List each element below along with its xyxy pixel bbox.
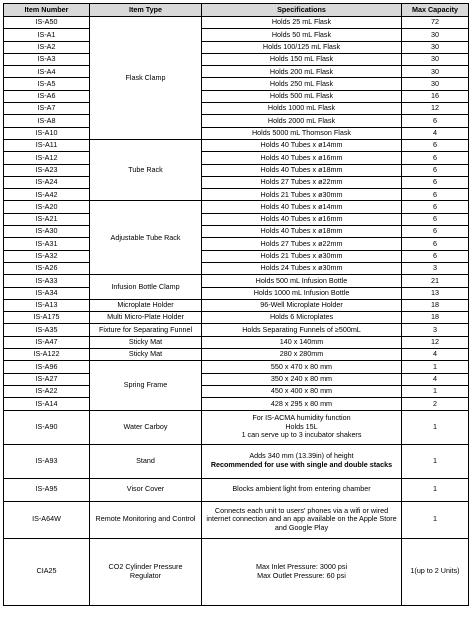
spec-line: 450 x 400 x 80 mm	[270, 386, 333, 396]
spec-line: 280 x 280mm	[279, 349, 324, 359]
item-number-cell: IS-A95	[4, 478, 90, 501]
table-row	[4, 226, 469, 238]
max-capacity-cell: 6	[402, 226, 469, 238]
specifications-cell	[202, 238, 402, 250]
max-capacity-cell: 1	[402, 478, 469, 501]
spec-line: Holds 27 Tubes x ø22mm	[260, 177, 343, 187]
table-row	[4, 238, 469, 250]
table-row	[4, 444, 469, 478]
max-capacity-cell: 12	[402, 336, 469, 348]
item-number-cell: IS-A175	[4, 312, 90, 324]
table-row	[4, 385, 469, 397]
spec-line: Holds 40 Tubes x ø16mm	[260, 214, 343, 224]
spec-line: 1 can serve up to 3 incubator shakers	[241, 430, 362, 440]
spec-line: 140 x 140mm	[279, 337, 324, 347]
item-number-cell: IS-A12	[4, 152, 90, 164]
table-row	[4, 189, 469, 201]
item-type-cell: Remote Monitoring and Control	[90, 501, 202, 538]
table-row	[4, 103, 469, 115]
spec-line: Holds 50 mL Flask	[271, 29, 332, 39]
item-number-cell: IS-A7	[4, 103, 90, 115]
specifications-cell	[202, 201, 402, 213]
table-row	[4, 336, 469, 348]
max-capacity-cell: 30	[402, 29, 469, 41]
specifications-cell	[202, 336, 402, 348]
max-capacity-cell: 6	[402, 139, 469, 151]
max-capacity-cell: 18	[402, 312, 469, 324]
item-number-cell: IS-A33	[4, 275, 90, 287]
specifications-cell	[202, 78, 402, 90]
item-number-cell: IS-A93	[4, 444, 90, 478]
specifications-cell	[202, 361, 402, 373]
item-type-cell: Infusion Bottle Clamp	[90, 275, 202, 300]
spec-line: Holds 15L	[285, 421, 318, 431]
max-capacity-cell: 6	[402, 250, 469, 262]
header-max-capacity: Max Capacity	[402, 4, 469, 17]
item-number-cell: IS-A10	[4, 127, 90, 139]
table-row	[4, 139, 469, 151]
spec-line: Holds 21 Tubes x ø30mm	[260, 189, 343, 199]
specifications-cell	[202, 312, 402, 324]
specifications-cell	[202, 385, 402, 397]
item-type-cell: Water Carboy	[90, 410, 202, 444]
max-capacity-cell: 6	[402, 115, 469, 127]
max-capacity-cell: 1	[402, 444, 469, 478]
spec-line: Holds 40 Tubes x ø18mm	[260, 164, 343, 174]
specifications-cell	[202, 213, 402, 225]
specifications-cell	[202, 324, 402, 336]
specifications-cell	[202, 115, 402, 127]
specifications-cell	[202, 53, 402, 65]
table-row	[4, 201, 469, 213]
max-capacity-cell: 6	[402, 176, 469, 188]
item-type-cell: Sticky Mat	[90, 349, 202, 361]
max-capacity-cell: 6	[402, 164, 469, 176]
item-number-cell: IS-A35	[4, 324, 90, 336]
spec-line: Max Inlet Pressure: 3000 psi	[255, 561, 348, 571]
specifications-cell	[202, 501, 402, 538]
item-type-cell: Tube Rack	[90, 139, 202, 200]
table-row	[4, 29, 469, 41]
max-capacity-cell: 6	[402, 238, 469, 250]
item-number-cell: IS-A26	[4, 262, 90, 274]
header-item-type: Item Type	[90, 4, 202, 17]
max-capacity-cell: 21	[402, 275, 469, 287]
specifications-cell	[202, 538, 402, 605]
table-row	[4, 176, 469, 188]
spec-line: Adds 340 mm (13.39in) of height	[249, 451, 354, 461]
spec-line: Holds 200 mL Flask	[269, 66, 334, 76]
table-row	[4, 41, 469, 53]
table-row	[4, 152, 469, 164]
spec-line: Holds 500 mL Flask	[269, 91, 334, 101]
header-item-number: Item Number	[4, 4, 90, 17]
item-number-cell: IS-A23	[4, 164, 90, 176]
table-row	[4, 17, 469, 29]
item-number-cell: IS-A11	[4, 139, 90, 151]
spec-line: For IS-ACMA humidity function	[252, 413, 351, 423]
table-row	[4, 410, 469, 444]
spec-line: Holds 1000 mL Infusion Bottle	[253, 287, 350, 297]
spec-line: Connects each unit to users' phones via a wifi or wired	[214, 505, 389, 515]
item-number-cell: IS-A24	[4, 176, 90, 188]
spec-line: Holds 40 Tubes x ø16mm	[260, 152, 343, 162]
spec-line: Holds 250 mL Flask	[269, 78, 334, 88]
spec-line: Holds 6 Microplates	[269, 312, 334, 322]
max-capacity-cell: 4	[402, 127, 469, 139]
specifications-cell	[202, 103, 402, 115]
specifications-cell	[202, 444, 402, 478]
spec-line: Holds 27 Tubes x ø22mm	[260, 238, 343, 248]
spec-line: Recommended for use with single and double stacks	[210, 460, 393, 469]
spec-line: Max Outlet Pressure: 60 psi	[257, 570, 346, 580]
spec-line: Holds 40 Tubes x ø14mm	[260, 201, 343, 211]
table-body	[4, 17, 469, 606]
table-row	[4, 164, 469, 176]
max-capacity-cell: 30	[402, 78, 469, 90]
max-capacity-cell: 18	[402, 299, 469, 311]
table-row	[4, 538, 469, 605]
capacity-table	[3, 3, 469, 606]
spec-line: Holds 150 mL Flask	[269, 54, 334, 64]
item-number-cell: CIA25	[4, 538, 90, 605]
table-row	[4, 78, 469, 90]
item-number-cell: IS-A6	[4, 90, 90, 102]
max-capacity-cell: 3	[402, 262, 469, 274]
item-number-cell: IS-A90	[4, 410, 90, 444]
table-row	[4, 478, 469, 501]
table-row	[4, 501, 469, 538]
item-number-cell: IS-A14	[4, 398, 90, 410]
spec-line: Holds 21 Tubes x ø30mm	[260, 250, 343, 260]
max-capacity-cell: 30	[402, 66, 469, 78]
table-row	[4, 287, 469, 299]
spec-line: 428 x 295 x 80 mm	[270, 398, 333, 408]
item-number-cell: IS-A13	[4, 299, 90, 311]
spec-line: Holds 500 mL Infusion Bottle	[255, 275, 348, 285]
max-capacity-cell: 30	[402, 41, 469, 53]
specifications-cell	[202, 226, 402, 238]
specifications-cell	[202, 152, 402, 164]
item-number-cell: IS-A47	[4, 336, 90, 348]
specifications-cell	[202, 127, 402, 139]
table-row	[4, 349, 469, 361]
specifications-cell	[202, 410, 402, 444]
item-number-cell: IS-A32	[4, 250, 90, 262]
spec-line: Holds 40 Tubes x ø18mm	[260, 226, 343, 236]
item-number-cell: IS-A20	[4, 201, 90, 213]
spec-line: 96-Well Microplate Holder	[260, 300, 343, 310]
spec-line: Holds 2000 mL Flask	[267, 115, 336, 125]
spec-line: Holds 25 mL Flask	[271, 17, 332, 27]
item-number-cell: IS-A122	[4, 349, 90, 361]
item-number-cell: IS-A27	[4, 373, 90, 385]
spec-line: Holds 5000 mL Thomson Flask	[251, 128, 352, 138]
specifications-cell	[202, 176, 402, 188]
table-row	[4, 275, 469, 287]
item-type-cell: Adjustable Tube Rack	[90, 201, 202, 275]
max-capacity-cell: 6	[402, 213, 469, 225]
item-number-cell: IS-A96	[4, 361, 90, 373]
spec-line: and Google Play	[274, 522, 329, 532]
item-type-cell: Flask Clamp	[90, 17, 202, 140]
max-capacity-cell: 6	[402, 189, 469, 201]
item-number-cell: IS-A22	[4, 385, 90, 397]
table-row	[4, 262, 469, 274]
specifications-cell	[202, 275, 402, 287]
item-number-cell: IS-A30	[4, 226, 90, 238]
max-capacity-cell: 1(up to 2 Units)	[402, 538, 469, 605]
item-number-cell: IS-A8	[4, 115, 90, 127]
spec-line: Blocks ambient light from entering chamber	[232, 484, 371, 494]
spec-line: Holds 24 Tubes x ø30mm	[260, 263, 343, 273]
specifications-cell	[202, 398, 402, 410]
max-capacity-cell: 4	[402, 349, 469, 361]
specifications-cell	[202, 139, 402, 151]
specifications-cell	[202, 189, 402, 201]
spec-line: internet connection and an app available on the Apple Store	[206, 514, 397, 524]
specifications-cell	[202, 299, 402, 311]
max-capacity-cell: 2	[402, 398, 469, 410]
specifications-cell	[202, 287, 402, 299]
table-row	[4, 66, 469, 78]
max-capacity-cell: 6	[402, 152, 469, 164]
max-capacity-cell: 1	[402, 361, 469, 373]
item-number-cell: IS-A4	[4, 66, 90, 78]
max-capacity-cell: 13	[402, 287, 469, 299]
max-capacity-cell: 1	[402, 410, 469, 444]
table-row	[4, 398, 469, 410]
max-capacity-cell: 3	[402, 324, 469, 336]
max-capacity-cell: 30	[402, 53, 469, 65]
table-row	[4, 213, 469, 225]
table-row	[4, 250, 469, 262]
header-specifications: Specifications	[202, 4, 402, 17]
item-type-cell: Sticky Mat	[90, 336, 202, 348]
table-row	[4, 127, 469, 139]
specifications-cell	[202, 66, 402, 78]
spec-line: Holds 100/125 mL Flask	[262, 41, 341, 51]
item-type-cell: Stand	[90, 444, 202, 478]
max-capacity-cell: 72	[402, 17, 469, 29]
specifications-cell	[202, 478, 402, 501]
item-type-cell: CO2 Cylinder Pressure Regulator	[90, 538, 202, 605]
specifications-cell	[202, 41, 402, 53]
max-capacity-cell: 1	[402, 501, 469, 538]
max-capacity-cell: 12	[402, 103, 469, 115]
table-row	[4, 299, 469, 311]
spec-line: 350 x 240 x 80 mm	[270, 373, 333, 383]
max-capacity-cell: 4	[402, 373, 469, 385]
spec-line: Holds Separating Funnels of ≥500mL	[242, 324, 361, 334]
max-capacity-cell: 1	[402, 385, 469, 397]
table-row	[4, 115, 469, 127]
item-type-cell: Multi Micro-Plate Holder	[90, 312, 202, 324]
table-row	[4, 53, 469, 65]
specifications-cell	[202, 164, 402, 176]
table-row	[4, 324, 469, 336]
item-type-cell: Spring Frame	[90, 361, 202, 410]
item-number-cell: IS-A1	[4, 29, 90, 41]
item-type-cell: Microplate Holder	[90, 299, 202, 311]
max-capacity-cell: 16	[402, 90, 469, 102]
item-number-cell: IS-A34	[4, 287, 90, 299]
item-number-cell: IS-A31	[4, 238, 90, 250]
table-row	[4, 312, 469, 324]
item-number-cell: IS-A64W	[4, 501, 90, 538]
table-row	[4, 361, 469, 373]
item-number-cell: IS-A21	[4, 213, 90, 225]
spec-line: Holds 40 Tubes x ø14mm	[260, 140, 343, 150]
item-number-cell: IS-A3	[4, 53, 90, 65]
specifications-cell	[202, 373, 402, 385]
item-number-cell: IS-A50	[4, 17, 90, 29]
item-number-cell: IS-A42	[4, 189, 90, 201]
item-number-cell: IS-A5	[4, 78, 90, 90]
max-capacity-cell: 6	[402, 201, 469, 213]
spec-line: Holds 1000 mL Flask	[267, 103, 336, 113]
table-row	[4, 90, 469, 102]
specifications-cell	[202, 250, 402, 262]
specifications-cell	[202, 262, 402, 274]
spec-line: 550 x 470 x 80 mm	[270, 361, 333, 371]
specifications-cell	[202, 29, 402, 41]
specifications-cell	[202, 349, 402, 361]
specifications-cell	[202, 17, 402, 29]
item-type-cell: Visor Cover	[90, 478, 202, 501]
item-number-cell: IS-A2	[4, 41, 90, 53]
item-type-cell: Fixture for Separating Funnel	[90, 324, 202, 336]
specifications-cell	[202, 90, 402, 102]
table-row	[4, 373, 469, 385]
